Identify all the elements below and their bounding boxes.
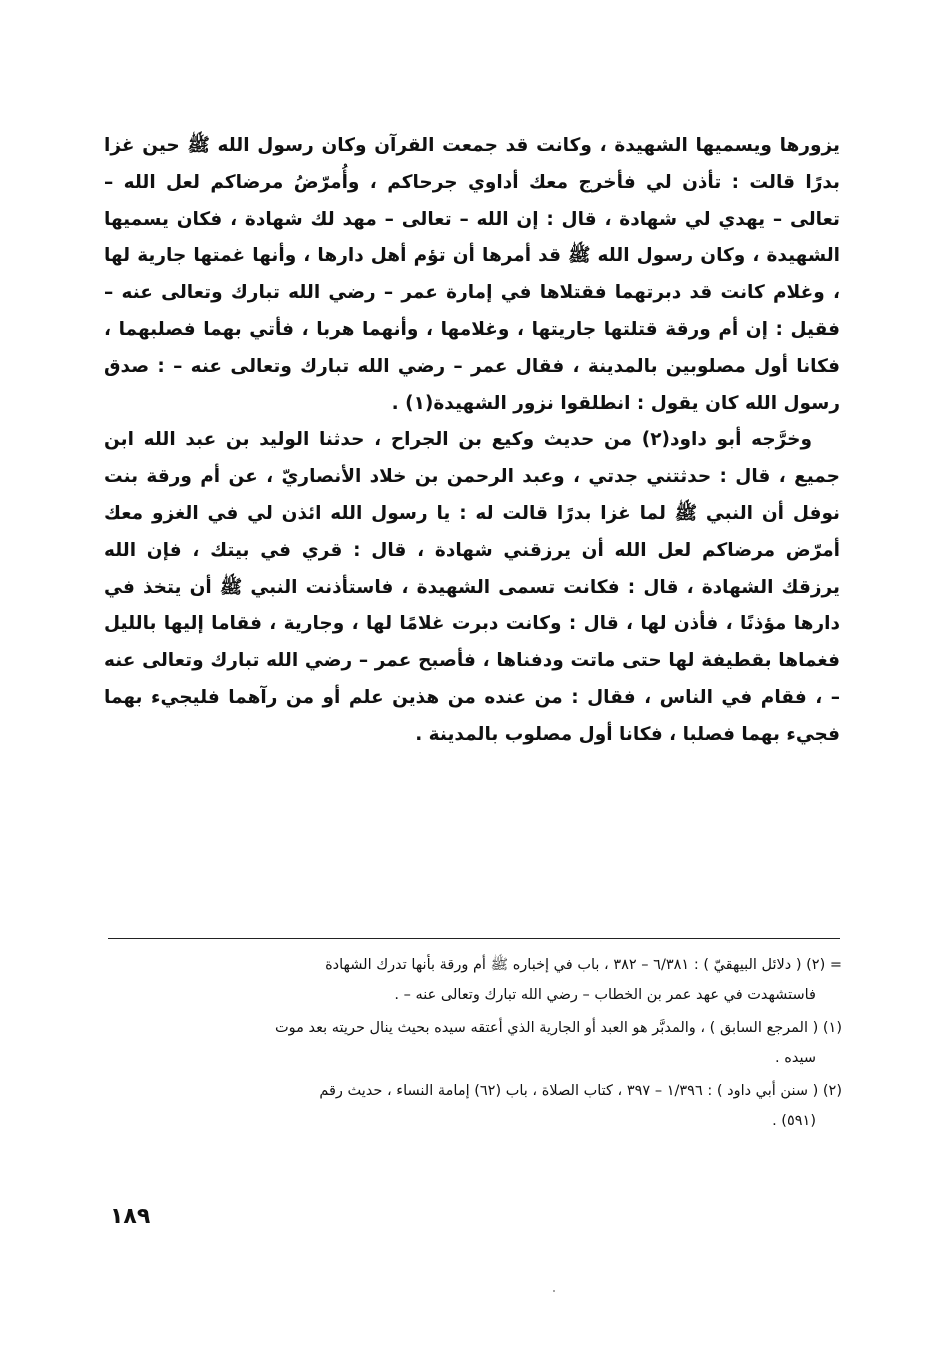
- main-text: [104, 128, 840, 754]
- footnote-text: = (٢) ( دلائل البيهقيّ ) : ٦/٣٨١ – ٣٨٢ ، باب في إخباره ﷺ أم ورقة بأنها تدرك الشهادة: [325, 957, 842, 973]
- paragraph-2: وخرَّجه أبو داود(٢) من حديث وكيع بن الجراح ، حدثنا الوليد بن عبد الله ابن جميع ، قال : حدثتني جدتي ، وعبد الرحمن بن خلاد الأنصاريّ ، عن أم ورقة بنت نوفل أن النبي ﷺ لما غزا بدرًا قالت له : يا رسول الله ائذن لي في الغزو معك أمرّض مرضاكم لعل الله أن يرزقني شهادة ، قال : قري في بيتك ، فإن الله يرزقك الشهادة ، قال : فكانت تسمى الشهيدة ، فاستأذنت النبي ﷺ أن يتخذ في دارها مؤذنًا ، فأذن لها ، قال : وكانت دبرت غلامًا لها ، وجارية ، فقاما إليها بالليل فغماها بقطيفة لها حتى ماتت ودفناها ، فأصبح عمر – رضي الله تبارك وتعالى عنه – ، فقام في الناس ، فقال : من عنده من هذين علم أو من رآهما فليجيء بهما فجيء بهما فصلبا ، فكانا أول مصلوب بالمدينة .: [104, 429, 840, 745]
- footnote-text: (٢) ( سنن أبي داود ) : ١/٣٩٦ – ٣٩٧ ، كتاب الصلاة ، باب (٦٢) إمامة النساء ، حديث رقم: [319, 1083, 842, 1099]
- footnote-item: [104, 1076, 842, 1136]
- page-number: ١٨٩: [110, 1204, 151, 1229]
- footnote-text: (١) ( المرجع السابق ) ، والمدبَّر هو العبد أو الجارية الذي أعتقه سيده بحيث ينال حريته بعد موت: [274, 1020, 842, 1036]
- footnote-item: [104, 950, 842, 1010]
- paragraph-1: يزورها ويسميها الشهيدة ، وكانت قد جمعت القرآن وكان رسول الله ﷺ حين غزا بدرًا قالت : تأذن لي فأخرج معك أداوي جرحاكم ، وأُمرّضُ مرضاكم لعل الله – تعالى – يهدي لي شهادة ، قال : إن الله – تعالى – مهد لك شهادة ، فكان يسميها الشهيدة ، وكان رسول الله ﷺ قد أمرها أن تؤم أهل دارها ، وأنها غمتها جارية لها ، وغلام كانت قد دبرتهما فقتلاها في إمارة عمر – رضي الله تبارك وتعالى عنه – فقيل : إن أم ورقة قتلتها جاريتها ، وغلامها ، وأنهما هربا ، فأتي بهما فصلبهما ، فكانا أول مصلوبين بالمدينة ، فقال عمر – رضي الله تبارك وتعالى عنه – : صدق رسول الله كان يقول : انطلقوا نزور الشهيدة(١) .: [104, 135, 840, 414]
- footnotes: [104, 950, 842, 1139]
- footnote-divider: [108, 938, 840, 939]
- footnote-continuation: سيده .: [775, 1050, 816, 1066]
- footnote-continuation: (٥٩١) .: [772, 1113, 816, 1129]
- footnote-continuation: فاستشهدت في عهد عمر بن الخطاب – رضي الله تبارك وتعالى عنه – .: [394, 987, 816, 1003]
- footnote-item: [104, 1013, 842, 1073]
- scan-speck: [553, 1290, 555, 1292]
